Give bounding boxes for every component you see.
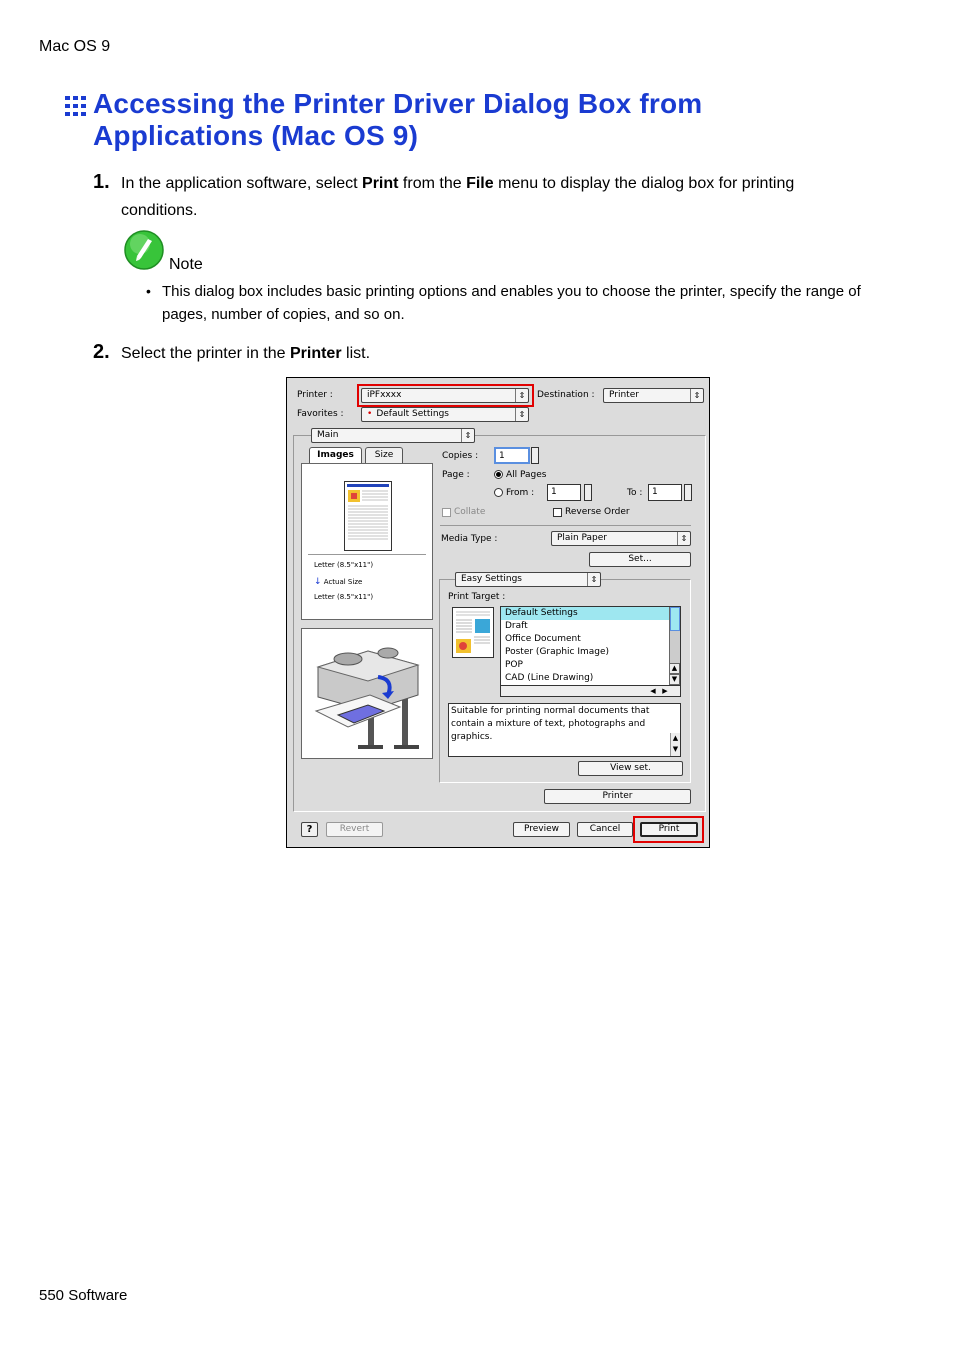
printer-popup[interactable]: iPFxxxx ⇕ (361, 388, 529, 403)
arrow-down-icon: ↓ (314, 577, 322, 587)
media-type-popup[interactable]: Plain Paper ⇕ (551, 531, 691, 546)
list-item[interactable]: POP (505, 660, 523, 670)
reverse-order-checkbox[interactable] (553, 508, 562, 517)
favorites-label: Favorites : (297, 409, 344, 419)
section-header: Mac OS 9 (39, 38, 111, 55)
output-size-label: Letter (8.5"x11") (314, 593, 374, 601)
view-set-button[interactable]: View set. (578, 761, 683, 776)
scroll-left-icon[interactable]: ◀ (650, 687, 656, 695)
highlight-box (357, 384, 534, 407)
page-label: Page : (442, 470, 470, 480)
paper-size-label: Letter (8.5"x11") (314, 561, 374, 569)
list-item[interactable]: CAD (Line Drawing) (505, 673, 594, 683)
list-item[interactable]: Office Document (505, 634, 581, 644)
all-pages-radio[interactable] (494, 470, 503, 479)
page-thumbnail (344, 481, 392, 551)
updown-icon: ⇕ (461, 429, 474, 442)
panel-popup[interactable]: Main ⇕ (311, 428, 475, 443)
print-target-label: Print Target : (448, 592, 506, 602)
step-text: In the application software, select Print from the File menu to display the dialog box for printing conditions. (121, 175, 795, 219)
from-stepper[interactable] (584, 484, 592, 501)
scroll-down-icon[interactable]: ▼ (669, 674, 680, 685)
tab-size[interactable]: Size (365, 447, 403, 463)
copies-label: Copies : (442, 451, 479, 461)
bullet: • (146, 283, 151, 299)
vertical-scrollbar[interactable] (669, 607, 680, 685)
collate-label: Collate (454, 507, 486, 517)
updown-icon: ⇕ (587, 573, 600, 586)
from-label: From : (506, 488, 535, 498)
collate-checkbox[interactable] (442, 508, 451, 517)
destination-popup[interactable]: Printer ⇕ (603, 388, 704, 403)
to-field[interactable]: 1 (648, 484, 682, 501)
to-label: To : (627, 488, 643, 498)
updown-icon: ⇕ (677, 532, 690, 545)
set-button[interactable]: Set... (589, 552, 691, 567)
step-number: 2. (93, 341, 110, 363)
favorites-popup[interactable]: • Default Settings ⇕ (361, 407, 529, 422)
print-dialog (286, 377, 710, 848)
from-radio[interactable] (494, 488, 503, 497)
cancel-button[interactable]: Cancel (577, 822, 633, 837)
to-stepper[interactable] (684, 484, 692, 501)
note-text: This dialog box includes basic printing options and enables you to choose the printer, specify the range of pages, number of copies, and so on. (162, 283, 861, 323)
highlight-box (633, 816, 704, 843)
scale-label: ↓ Actual Size (314, 577, 363, 587)
page-footer: 550 Software (39, 1287, 128, 1304)
scroll-thumb[interactable] (670, 607, 680, 631)
document-thumbnail-icon (452, 607, 494, 658)
updown-icon: ⇕ (515, 389, 528, 402)
description-scrollbar[interactable]: ▲ ▼ (670, 733, 680, 756)
copies-field[interactable]: 1 (494, 447, 530, 464)
updown-icon: ⇕ (690, 389, 703, 402)
printer-icon (308, 637, 428, 755)
horizontal-scrollbar[interactable] (500, 685, 681, 697)
revert-button[interactable]: Revert (326, 822, 383, 837)
media-type-label: Media Type : (441, 534, 498, 544)
easy-settings-popup[interactable]: Easy Settings ⇕ (455, 572, 601, 587)
step-number: 1. (93, 171, 110, 193)
note-label: Note (169, 256, 203, 273)
preview-button[interactable]: Preview (513, 822, 570, 837)
page-preview-box (301, 463, 433, 620)
printer-illustration-box (301, 628, 433, 759)
list-item[interactable]: Draft (505, 621, 528, 631)
tab-images[interactable]: Images (309, 447, 362, 463)
all-pages-label: All Pages (506, 470, 547, 480)
step-text: Select the printer in the Printer list. (121, 345, 371, 362)
divider (308, 554, 426, 555)
printer-button[interactable]: Printer (544, 789, 691, 804)
printer-label: Printer : (297, 390, 333, 400)
list-item[interactable]: Default Settings (501, 607, 680, 620)
destination-label: Destination : (537, 390, 595, 400)
print-button[interactable]: Print (640, 822, 698, 837)
reverse-order-label: Reverse Order (565, 507, 630, 517)
page-title: Accessing the Printer Driver Dialog Box from Applications (Mac OS 9) (93, 88, 703, 151)
grid-icon (65, 96, 87, 116)
list-item[interactable]: Poster (Graphic Image) (505, 647, 610, 657)
help-icon[interactable]: ? (301, 822, 318, 837)
scroll-right-icon[interactable]: ▶ (662, 687, 668, 695)
divider (440, 525, 691, 526)
pencil-note-icon (124, 230, 164, 270)
print-target-list (500, 606, 681, 686)
scroll-up-icon[interactable]: ▲ (669, 663, 680, 674)
copies-stepper[interactable] (531, 447, 539, 464)
updown-icon: ⇕ (515, 408, 528, 421)
description-box: Suitable for printing normal documents that contain a mixture of text, photographs and graphics. (448, 703, 681, 757)
from-field[interactable]: 1 (547, 484, 581, 501)
